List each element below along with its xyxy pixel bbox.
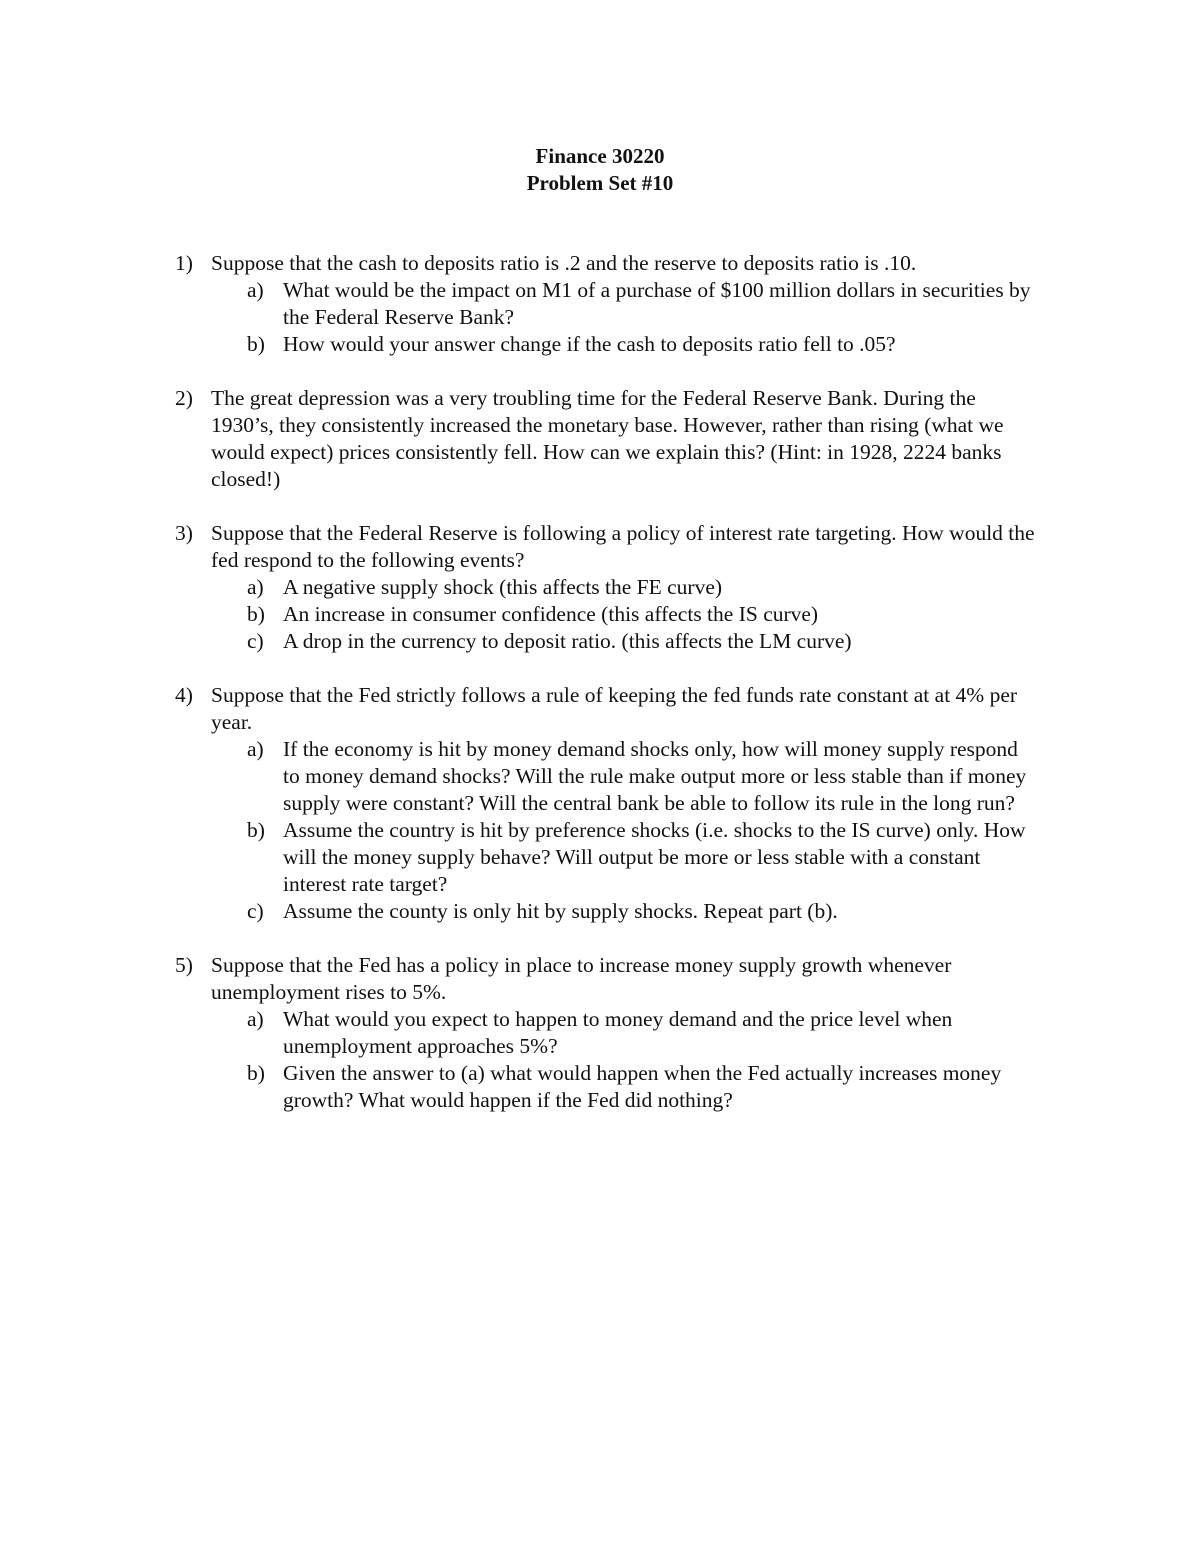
problem-number: 4) [175, 683, 193, 707]
sub-question-text: What would you expect to happen to money demand and the price level when unemployment approaches 5%? [283, 1007, 953, 1058]
problem-text: The great depression was a very troubling time for the Federal Reserve Bank. During the 1930’s, they consistently increased the monetary base. However, rather than rising (what we would expect) prices consistently fell. How can we explain this? (Hint: in 1928, 2224 banks closed!) [211, 386, 1004, 491]
sub-question [211, 601, 1035, 628]
sub-question-letter: b) [247, 818, 265, 842]
sub-question-list [211, 1006, 1035, 1114]
sub-question-letter: b) [247, 602, 265, 626]
sub-question [211, 628, 1035, 655]
sub-question-list [211, 277, 1035, 358]
sub-question-text: An increase in consumer confidence (this affects the IS curve) [283, 602, 819, 626]
sub-question [211, 817, 1035, 898]
problem-list [175, 250, 1035, 1141]
course-title: Finance 30220 [535, 144, 665, 168]
problem-number: 2) [175, 386, 193, 410]
sub-question [211, 331, 1035, 358]
sub-question-list [211, 574, 1035, 655]
sub-question-text: Assume the county is only hit by supply shocks. Repeat part (b). [283, 899, 838, 923]
sub-question-text: How would your answer change if the cash to deposits ratio fell to .05? [283, 332, 896, 356]
problem-number: 5) [175, 953, 193, 977]
problem-number: 1) [175, 251, 193, 275]
sub-question-text: A negative supply shock (this affects the FE curve) [283, 575, 723, 599]
sub-question-letter: c) [247, 899, 264, 923]
sub-question-text: If the economy is hit by money demand shocks only, how will money supply respond to money demand shocks? Will the rule make output more or less stable than if money supply were constant? Will the central bank be able to follow its rule in the long run? [283, 737, 1027, 815]
sub-question-list [211, 736, 1035, 925]
problem-text: Suppose that the cash to deposits ratio is .2 and the reserve to deposits ratio is .10. [211, 251, 917, 275]
problem-2 [175, 385, 1035, 493]
sub-question-letter: a) [247, 575, 264, 599]
sub-question-text: Assume the country is hit by preference shocks (i.e. shocks to the IS curve) only. How will the money supply behave? Will output be more or less stable with a constant interest rate target? [283, 818, 1026, 896]
sub-question-letter: a) [247, 737, 264, 761]
sub-question [211, 1006, 1035, 1060]
sub-question-letter: c) [247, 629, 264, 653]
problem-number: 3) [175, 521, 193, 545]
problem-text: Suppose that the Federal Reserve is following a policy of interest rate targeting. How would the fed respond to the following events? [211, 521, 1035, 572]
sub-question-text: A drop in the currency to deposit ratio. (this affects the LM curve) [283, 629, 852, 653]
sub-question [211, 277, 1035, 331]
sub-question [211, 574, 1035, 601]
problem-4 [175, 682, 1035, 925]
problem-set-title: Problem Set #10 [526, 171, 674, 195]
problem-text: Suppose that the Fed strictly follows a rule of keeping the fed funds rate constant at at 4% per year. [211, 683, 1018, 734]
sub-question [211, 736, 1035, 817]
sub-question-letter: b) [247, 332, 265, 356]
sub-question-letter: b) [247, 1061, 265, 1085]
sub-question-letter: a) [247, 1007, 264, 1031]
sub-question [211, 898, 1035, 925]
sub-question-letter: a) [247, 278, 264, 302]
document-header [0, 143, 1200, 197]
problem-3 [175, 520, 1035, 655]
problem-1 [175, 250, 1035, 358]
problem-text: Suppose that the Fed has a policy in place to increase money supply growth whenever unemployment rises to 5%. [211, 953, 952, 1004]
sub-question [211, 1060, 1035, 1114]
sub-question-text: What would be the impact on M1 of a purchase of $100 million dollars in securities by the Federal Reserve Bank? [283, 278, 1031, 329]
sub-question-text: Given the answer to (a) what would happen when the Fed actually increases money growth? What would happen if the Fed did nothing? [283, 1061, 1002, 1112]
problem-5 [175, 952, 1035, 1114]
